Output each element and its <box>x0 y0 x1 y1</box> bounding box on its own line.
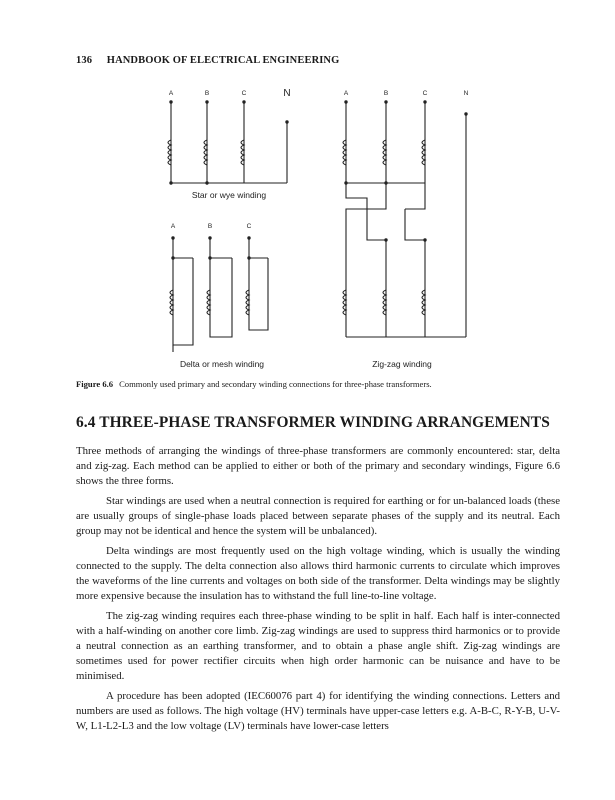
winding-diagram-figure <box>0 0 615 375</box>
zigzag-label-b: B <box>383 90 389 97</box>
paragraph: Delta windings are most frequently used on the high voltage winding, which is usually the winding connected to the supply. The delta connection also allows third harmonic currents to circulate which improves the waveforms of the line currents and voltages on both side of the transformer. Delta windings may be slightly more expensive because the insulation has to withstand the full line-to-line voltage. <box>76 545 560 602</box>
delta-label-a: A <box>170 223 176 230</box>
page-number: 136 <box>76 55 93 66</box>
zigzag-label-n: N <box>463 90 469 97</box>
star-caption: Star or wye winding <box>191 190 267 200</box>
star-label-c: C <box>241 90 247 97</box>
star-label-b: B <box>204 90 210 97</box>
figure-caption <box>76 379 556 389</box>
delta-label-b: B <box>207 223 213 230</box>
paragraph: A procedure has been adopted (IEC60076 part 4) for identifying the winding connections. Letters and numbers are used as follows. The high voltage (HV) terminals have upper-case letters e.g. A-B-C, R-Y-B, U-V-W, L1-L2-L3 and the low voltage (LV) terminals have lower-case letters <box>76 690 560 732</box>
body-text <box>76 444 560 739</box>
running-title: HANDBOOK OF ELECTRICAL ENGINEERING <box>106 55 340 66</box>
delta-caption: Delta or mesh winding <box>179 359 265 369</box>
figure-caption-label: Figure 6.6 <box>76 379 114 389</box>
zigzag-label-a: A <box>343 90 349 97</box>
zigzag-winding-diagram <box>343 100 468 337</box>
zigzag-label-c: C <box>422 90 428 97</box>
delta-winding-diagram <box>170 236 268 352</box>
delta-label-c: C <box>246 223 252 230</box>
star-label-a: A <box>168 90 174 97</box>
figure-caption-text: Commonly used primary and secondary winding connections for three-phase transformers. <box>119 379 432 389</box>
star-label-n: N <box>283 88 291 99</box>
zigzag-caption: Zig-zag winding <box>372 359 432 369</box>
paragraph: Star windings are used when a neutral connection is required for earthing or for un-balanced loads (these are usually groups of single-phase loads placed between separate phases of the supply and its neutral. Each group may not be identical and hence the system will be unbalanced). <box>76 495 560 537</box>
star-winding-diagram <box>168 100 289 184</box>
section-title: 6.4 THREE-PHASE TRANSFORMER WINDING ARRANGEMENTS <box>76 414 550 431</box>
paragraph: The zig-zag winding requires each three-phase winding to be split in half. Each half is inter-connected with a half-winding on another core limb. Zig-zag windings are used to suppress third harmonics or to provide a neutral connection as an earthing transformer, and to obtain a phase angle shift. Zig-zag windings are sometimes used for power rectifier circuits when high order harmonic can be nuisance and have to be minimised. <box>76 610 560 682</box>
paragraph: Three methods of arranging the windings of three-phase transformers are commonly encountered: star, delta and zig-zag. Each method can be applied to either or both of the primary and secondary windings, Figure 6.6 shows the three forms. <box>76 445 560 487</box>
